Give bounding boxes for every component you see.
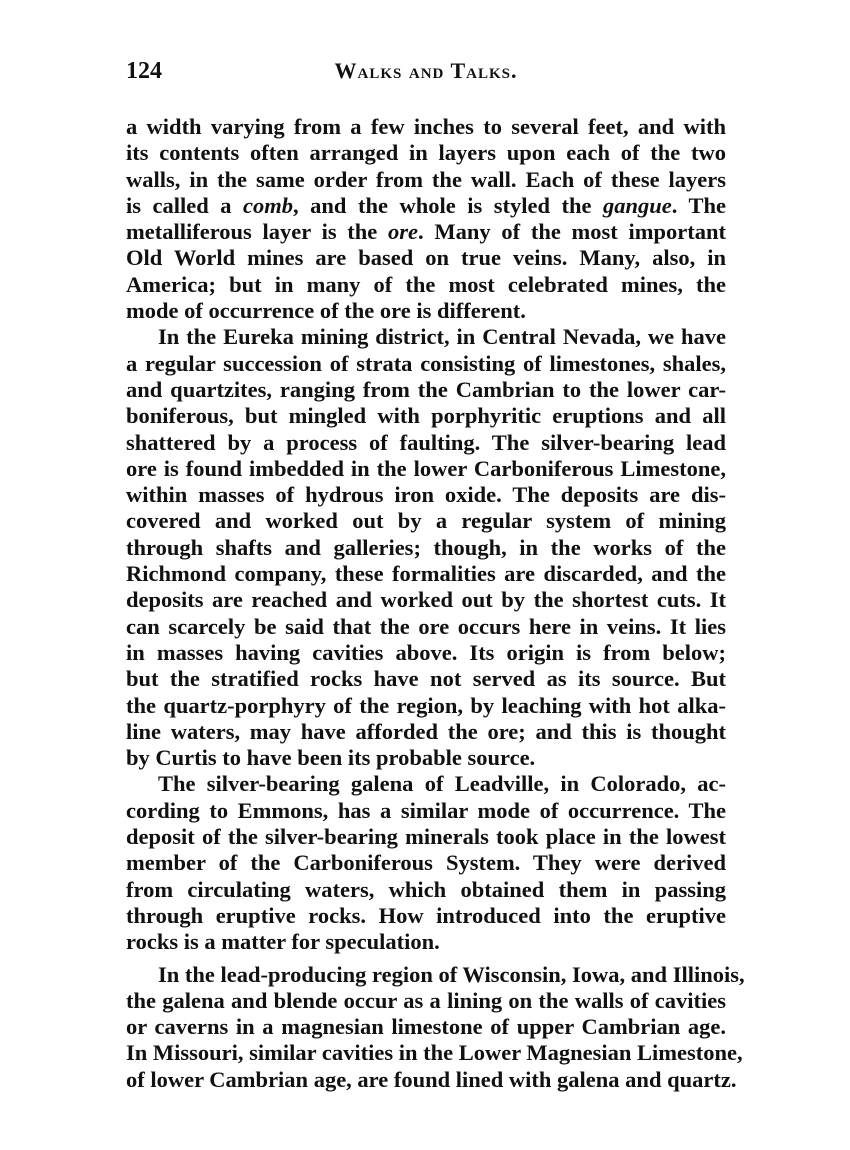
text-line: America; but in many of the most celebrated mines, the [126,271,726,297]
text-line: walls, in the same order from the wall. Each of these layers [126,166,726,192]
text-line: deposits are reached and worked out by the shortest cuts. It [126,587,726,613]
italic-term-comb: comb [243,192,294,218]
text-line: cording to Emmons, has a similar mode of occurrence. The [126,797,726,823]
text-line: The silver-bearing galena of Leadville, in Colorado, ac- [158,771,726,797]
text-line: In the lead-producing region of Wisconsin, Iowa, and Illinois, [158,961,745,987]
text-line: mode of occurrence of the ore is different. [126,298,526,324]
text-line: through shafts and galleries; though, in the works of the [126,534,726,560]
italic-term-gangue: gangue [603,192,672,218]
text-line: the quartz-porphyry of the region, by leaching with hot alka- [126,692,726,718]
text-line: and quartzites, ranging from the Cambrian to the lower car- [126,376,726,402]
paragraph-1 [126,114,726,324]
text-line: rocks is a matter for speculation. [126,929,440,955]
text-line: deposit of the silver-bearing minerals took place in the lowest [126,824,726,850]
text-line: of lower Cambrian age, are found lined with galena and quartz. [126,1066,737,1092]
page-number: 124 [126,58,162,84]
text-line: Old World mines are based on true veins. Many, also, in [126,245,726,271]
running-head [126,58,726,94]
text-line: or caverns in a magnesian limestone of upper Cambrian age. [126,1014,726,1040]
text-line: through eruptive rocks. How introduced into the eruptive [126,902,726,928]
text-line: In Missouri, similar cavities in the Lower Magnesian Limestone, [126,1040,743,1066]
text-line: Richmond company, these formalities are discarded, and the [126,561,726,587]
paragraph-2 [126,324,726,771]
text-line: a regular succession of strata consisting of limestones, shales, [126,350,726,376]
text-line: from circulating waters, which obtained them in passing [126,876,726,902]
book-page [126,58,745,1093]
text-line: ore is found imbedded in the lower Carboniferous Limestone, [126,455,726,481]
text-line: shattered by a process of faulting. The silver-bearing lead [126,429,726,455]
text-line: line waters, may have afforded the ore; and this is thought [126,718,726,744]
text-line: its contents often arranged in layers upon each of the two [126,140,726,166]
text-line: in masses having cavities above. Its origin is from below; [126,639,726,665]
text-line: metalliferous layer is the ore. Many of the most important [126,219,726,245]
text-line: by Curtis to have been its probable source. [126,745,536,771]
text-line: covered and worked out by a regular system of mining [126,508,726,534]
text-line: but the stratified rocks have not served as its source. But [126,666,726,692]
text-line: can scarcely be said that the ore occurs here in veins. It lies [126,613,726,639]
paragraph-3 [126,771,726,955]
text-line: member of the Carboniferous System. They were derived [126,850,726,876]
italic-term-ore: ore [388,219,419,245]
running-title: Walks and Talks. [334,58,518,83]
text-line: a width varying from a few inches to several feet, and with [126,114,726,139]
text-line: boniferous, but mingled with porphyritic eruptions and all [126,403,726,429]
text-line: the galena and blende occur as a lining on the walls of cavities [126,987,726,1013]
text-line: within masses of hydrous iron oxide. The deposits are dis- [126,482,726,508]
paragraph-4 [126,961,745,1093]
body-text [126,114,745,1093]
text-line: In the Eureka mining district, in Central Nevada, we have [158,324,726,350]
text-line: is called a comb, and the whole is styled the gangue. The [126,192,727,218]
